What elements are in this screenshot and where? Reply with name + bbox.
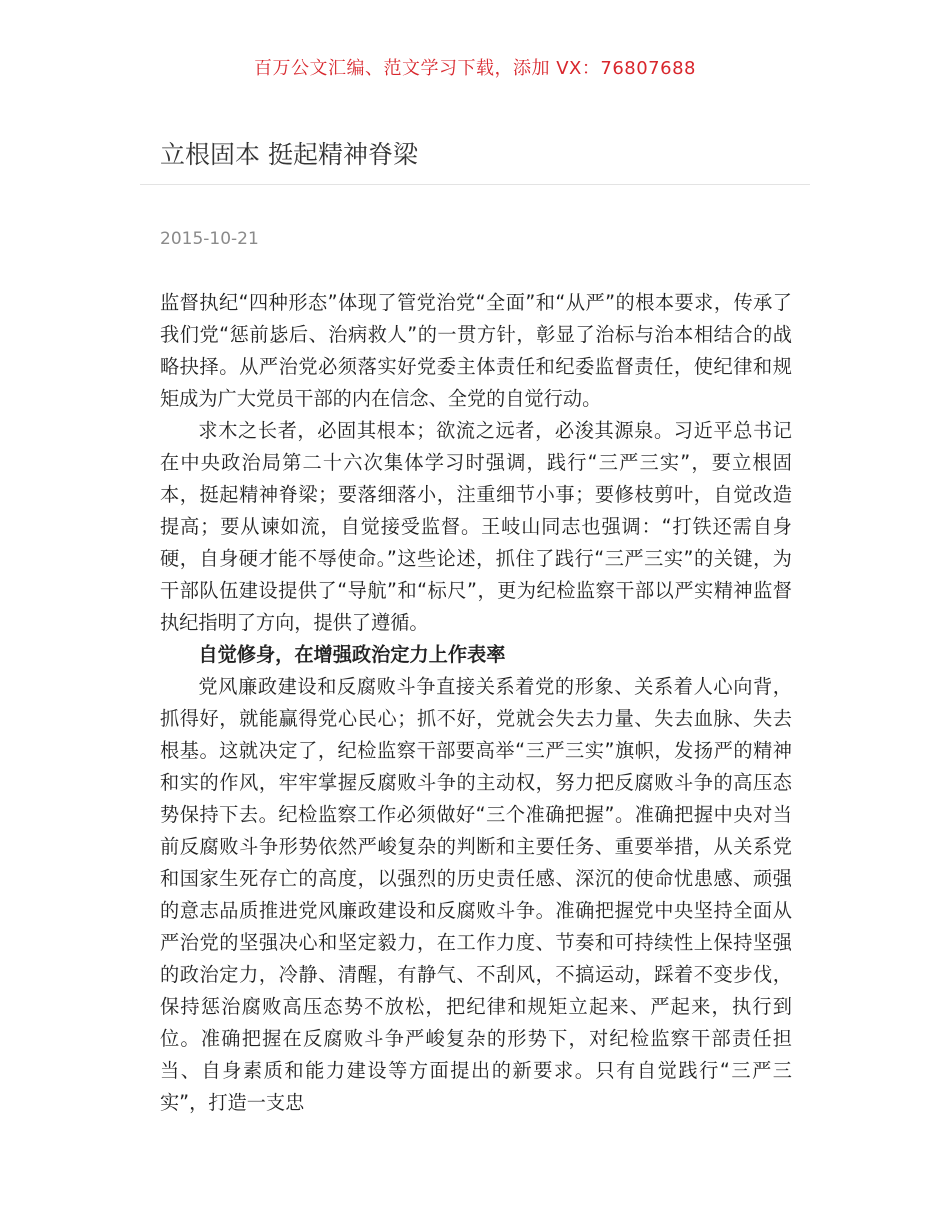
paragraph: 求木之长者，必固其根本；欲流之远者，必浚其源泉。习近平总书记在中央政治局第二十六次集体学习时强调，践行“三严三实”，要立根固本，挺起精神脊梁；要落细落小，注重细节小事；要修枝剪叶，自觉改造提高；要从谏如流，自觉接受监督。王岐山同志也强调：“打铁还需自身硬，自身硬才能不辱使命。”这些论述，抓住了践行“三严三实”的关键，为干部队伍建设提供了“导航”和“标尺”，更为纪检监察干部以严实精神监督执纪指明了方向，提供了遵循。	[160, 419, 792, 634]
article-title: 立根固本 挺起精神脊梁	[160, 140, 418, 169]
paragraph-intro: 监督执纪“四种形态”体现了管党治党“全面”和“从严”的根本要求，传承了我们党“惩前毖后、治病救人”的一贯方针，彰显了治标与治本相结合的战略抉择。从严治党必须落实好党委主体责任和纪委监督责任，使纪律和规矩成为广大党员干部的内在信念、全党的自觉行动。	[160, 291, 792, 410]
paragraph: 党风廉政建设和反腐败斗争直接关系着党的形象、关系着人心向背，抓得好，就能赢得党心民心；抓不好，党就会失去力量、失去血脉、失去根基。这就决定了，纪检监察干部要高举“三严三实”旗帜，发扬严的精神和实的作风，牢牢掌握反腐败斗争的主动权，努力把反腐败斗争的高压态势保持下去。纪检监察工作必须做好“三个准确把握”。准确把握中央对当前反腐败斗争形势依然严峻复杂的判断和主要任务、重要举措，从关系党和国家生死存亡的高度，以强烈的历史责任感、深沉的使命忧患感、顽强的意志品质推进党风廉政建设和反腐败斗争。准确把握党中央坚持全面从严治党的坚强决心和坚定毅力，在工作力度、节奏和可持续性上保持坚强的政治定力，冷静、清醒，有静气、不刮风，不搞运动，踩着不变步伐，保持惩治腐败高压态势不放松，把纪律和规矩立起来、严起来，执行到位。准确把握在反腐败斗争严峻复杂的形势下，对纪检监察干部责任担当、自身素质和能力建设等方面提出的新要求。只有自觉践行“三严三实”，打造一支忠	[160, 675, 792, 1114]
header-banner: 百万公文汇编、范文学习下载，添加 VX：76807688	[254, 58, 696, 79]
publish-date: 2015-10-21	[160, 229, 259, 249]
title-divider	[140, 184, 810, 185]
article-body	[160, 287, 792, 1119]
section-heading: 自觉修身，在增强政治定力上作表率	[198, 643, 506, 666]
